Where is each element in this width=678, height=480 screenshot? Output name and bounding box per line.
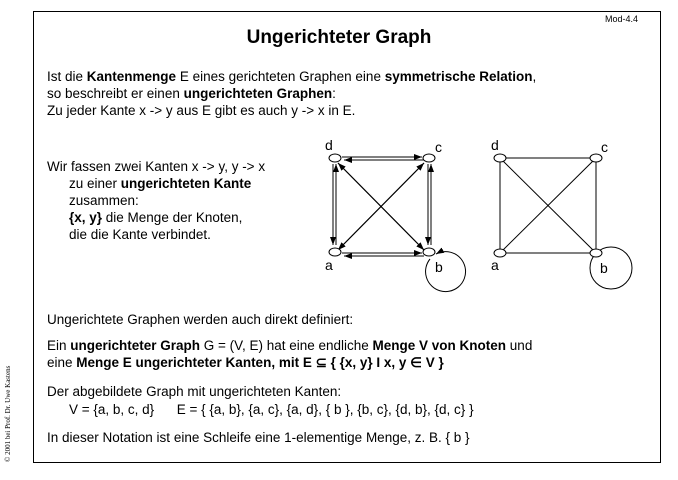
node-d	[329, 154, 341, 162]
edge-b-loop	[426, 252, 466, 292]
ulabel-a: a	[491, 257, 499, 273]
slide-id: Mod-4.4	[604, 14, 638, 24]
definition-text: und	[506, 338, 533, 353]
node-b	[423, 248, 435, 256]
example-line-2: V = {a, b, c, d} E = { {a, b}, {a, c}, {a, d}, { b }, {b, c}, {d, b}, {d, c} }	[69, 402, 474, 417]
definition-text: eine	[47, 355, 77, 370]
ulabel-c: c	[601, 139, 608, 155]
unode-c	[590, 154, 602, 162]
node-c	[423, 154, 435, 162]
definition-text: Ein	[47, 338, 71, 353]
directed-graph	[329, 154, 466, 292]
page-title: Ungerichteter Graph	[246, 27, 432, 48]
node-a	[329, 248, 341, 256]
combine-line-1: Wir fassen zwei Kanten x -> y, y -> x	[47, 159, 266, 174]
example-line-3: In dieser Notation ist eine Schleife eine 1-elementige Menge, z. B. { b }	[47, 430, 470, 445]
label-d: d	[325, 137, 333, 153]
unode-d	[494, 154, 506, 162]
intro-term-undirected-graph: ungerichteten Graphen	[183, 86, 333, 101]
unode-b	[590, 249, 602, 257]
ulabel-b: b	[600, 260, 608, 276]
undirected-graph	[494, 154, 632, 289]
label-b: b	[435, 259, 443, 275]
copyright-note	[4, 330, 16, 470]
combine-line-5: die die Kante verbindet.	[69, 227, 211, 242]
combine-text: die Menge der Knoten,	[102, 210, 243, 225]
ulabel-d: d	[491, 137, 499, 153]
intro-line-3: Zu jeder Kante x -> y aus E gibt es auch y -> x in E.	[47, 103, 356, 118]
definition-term-graph: ungerichteter Graph	[70, 338, 201, 353]
combine-text: zu einer	[69, 176, 121, 191]
copyright-text: © 2001 bei Prof. Dr. Uwe Kastens	[4, 365, 12, 462]
unode-a	[494, 249, 506, 257]
definition-term-nodes: Menge V von Knoten	[372, 338, 507, 353]
intro-text: ,	[532, 69, 537, 84]
label-a: a	[325, 257, 333, 273]
intro-text: Ist die	[47, 69, 87, 84]
definition-line-1: Ungerichtete Graphen werden auch direkt definiert:	[47, 312, 354, 327]
definition-text: G = (V, E) hat eine endliche	[200, 338, 373, 353]
combine-line-3: zusammen:	[69, 193, 139, 208]
intro-text: E eines gerichteten Graphen eine	[176, 69, 385, 84]
combine-term-set: {x, y}	[69, 210, 103, 225]
intro-term-symmetric: symmetrische Relation	[384, 69, 533, 84]
label-c: c	[435, 139, 442, 155]
intro-term-kantenmenge: Kantenmenge	[86, 69, 177, 84]
combine-term-undirected-edge: ungerichteten Kante	[120, 176, 252, 191]
definition-line-3	[47, 353, 444, 372]
intro-text: so beschreibt er einen	[47, 86, 184, 101]
definition-term-edges: Menge E ungerichteter Kanten, mit E ⊆ { {x, y} I x, y ∈ V }	[76, 355, 444, 370]
intro-text: :	[332, 86, 336, 101]
example-line-1: Der abgebildete Graph mit ungerichteten Kanten:	[47, 384, 342, 399]
